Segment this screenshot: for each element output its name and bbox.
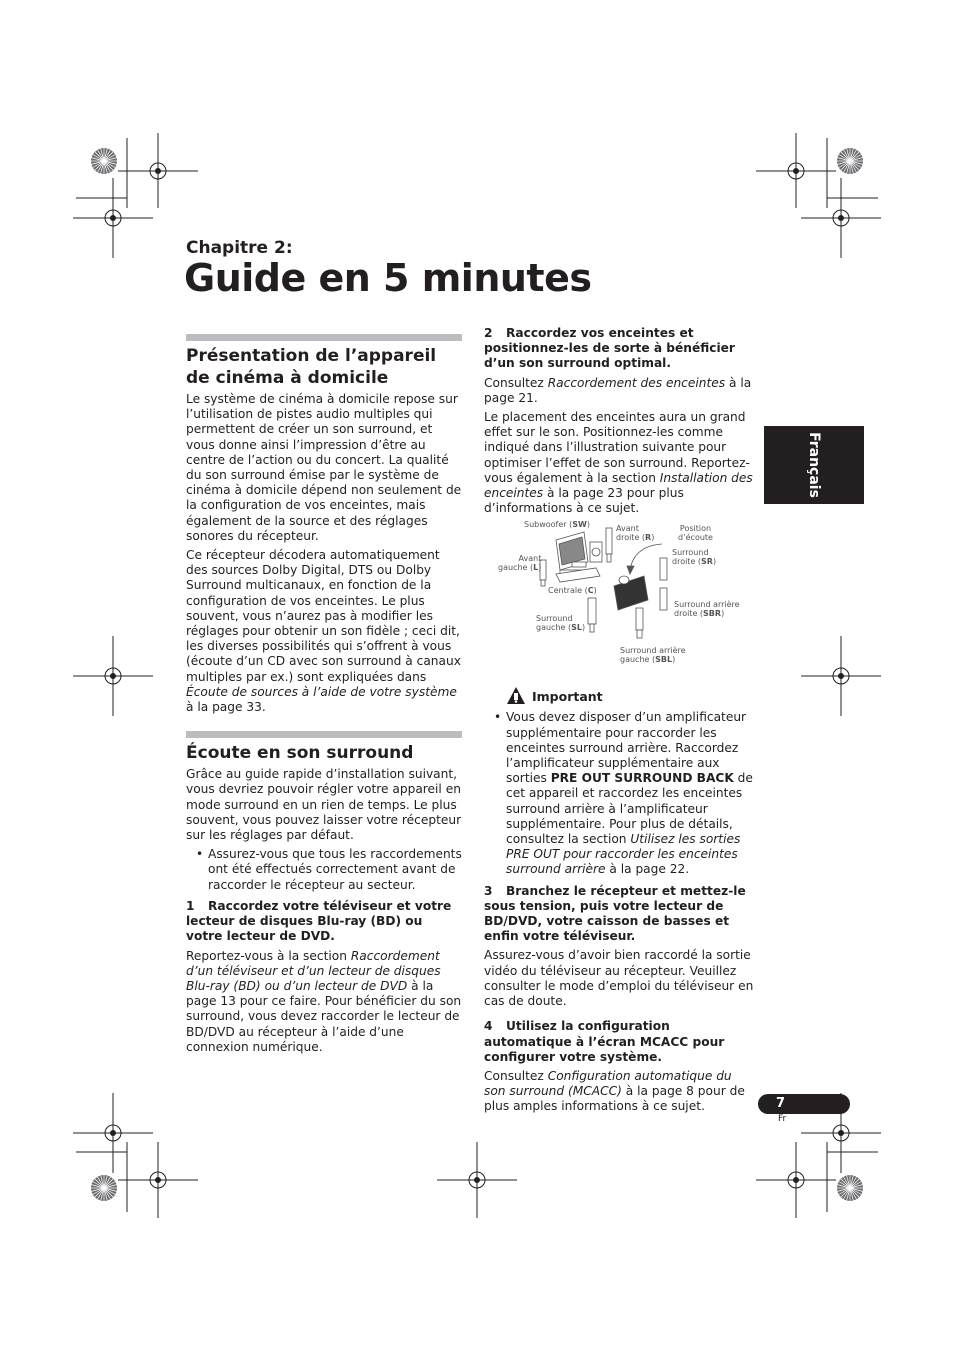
label-front-left: Avant gauche (L) [498, 554, 542, 573]
label-surround-back-left: Surround arrière gauche (SBL) [620, 646, 686, 665]
label-center: Centrale (C) [548, 586, 597, 596]
paragraph: Consultez Raccordement des enceintes à la page 21. [484, 375, 752, 405]
section-heading-presentation: Présentation de l’appareil de cinéma à domicile [186, 346, 437, 388]
paragraph: Le placement des enceintes aura un grand effet sur le son. Positionnez-les comme indiqué dans l’illustration suivante pour optimiser l’effet de son surround. Reportez-vous également à la section Installation des enceintes à la page 23 pour plus d’informations à ce sujet. [484, 410, 753, 516]
chapter-label: Chapitre 2: [186, 238, 293, 258]
warning-hand-icon [506, 686, 526, 706]
speaker-placement-diagram [484, 522, 754, 678]
paragraph: Consultez Configuration automatique du son surround (MCACC) à la page 8 pour de plus amples informations à ce sujet. [484, 1068, 745, 1114]
label-surround-left: Surround gauche (SL) [536, 614, 586, 633]
page-number-pill [758, 1094, 850, 1114]
label-surround-right: Surround droite (SR) [672, 548, 717, 567]
chapter-title: Guide en 5 minutes [184, 256, 592, 300]
step-2-heading: 2 Raccordez vos enceintes et positionnez-les de sorte à bénéficier d’un son surround optimal. [484, 326, 735, 371]
paragraph: Reportez-vous à la section Raccordement d’un téléviseur et d’un lecteur de disques Blu-ray (BD) ou d’un lecteur de DVD à la page 13 pour ce faire. Pour bénéficier du son surround, vous devez raccorder le lecteur de BD/DVD au récepteur à l’aide d’une connexion numérique. [186, 948, 462, 1054]
left-column [186, 334, 462, 1059]
paragraph: Le système de cinéma à domicile repose sur l’utilisation de pistes audio multiples qui permettent de créer un son surround, et vous donne ainsi l’impression d’être au centre de l’action ou du concert. La qualité du son surround émise par le système de cinéma à domicile dépend non seulement de la configuration de vos enceintes, mais également de la source et des réglages sonores du récepteur. [186, 392, 462, 543]
step-4-heading: 4 Utilisez la configuration automatique à l’écran MCACC pour configurer votre système. [484, 1019, 725, 1064]
label-listening-position: Position d’écoute [678, 524, 713, 543]
section-rule [186, 731, 462, 738]
page-number: 7 [776, 1096, 786, 1111]
important-heading [506, 686, 754, 706]
language-tab-label: Français [806, 432, 822, 498]
step-3-heading: 3 Branchez le récepteur et mettez-le sous tension, puis votre lecteur de BD/DVD, votre caisson de basses et enfin votre téléviseur. [484, 883, 746, 944]
label-subwoofer: Subwoofer (SW) [524, 520, 590, 530]
section-rule [186, 334, 462, 341]
bullet-item: • Assurez-vous que tous les raccordements ont été effectués correctement avant de raccorder le récepteur au secteur. [186, 847, 462, 893]
important-label: Important [532, 688, 603, 704]
paragraph: Ce récepteur décodera automatiquement des sources Dolby Digital, DTS ou Dolby Surround multicanaux, en fonction de la configuration de vos enceintes. Le plus souvent, vous n’aurez pas à modifier les réglages pour obtenir un son fidèle ; ceci dit, les diverses possibilités qui s’offrent à vous (écoute d’un CD avec son surround à canaux multiples par ex.) sont expliquées dans Écoute de sources à l’aide de votre système à la page 33. [186, 548, 461, 715]
paragraph: Assurez-vous d’avoir bien raccordé la sortie vidéo du téléviseur au récepteur. Veuillez consulter le mode d’emploi du téléviseur en cas de doute. [484, 948, 754, 1009]
section-heading-surround: Écoute en son surround [186, 743, 414, 764]
important-bullet: • Vous devez disposer d’un amplificateur supplémentaire pour raccorder les enceintes surround arrière. Raccordez l’amplificateur supplémentaire aux sorties PRE OUT SURROUND BACK de cet appareil et raccordez les enceintes surround arrière à l’amplificateur supplémentaire. Pour plus de détails, consultez la section Utilisez les sorties PRE OUT pour raccorder les enceintes surround arrière à la page 22. [484, 710, 754, 877]
paragraph: Grâce au guide rapide d’installation suivant, vous devriez pouvoir régler votre appareil en mode surround en un rien de temps. Le plus souvent, vous pouvez laisser votre récepteur sur les réglages par défaut. [186, 767, 462, 843]
label-surround-back-right: Surround arrière droite (SBR) [674, 600, 740, 619]
page-language: Fr [778, 1114, 787, 1124]
label-front-right: Avant droite (R) [616, 524, 655, 543]
right-column [484, 326, 754, 1119]
step-1-heading: 1 Raccordez votre téléviseur et votre lecteur de disques Blu-ray (BD) ou votre lecteur de DVD. [186, 898, 452, 944]
